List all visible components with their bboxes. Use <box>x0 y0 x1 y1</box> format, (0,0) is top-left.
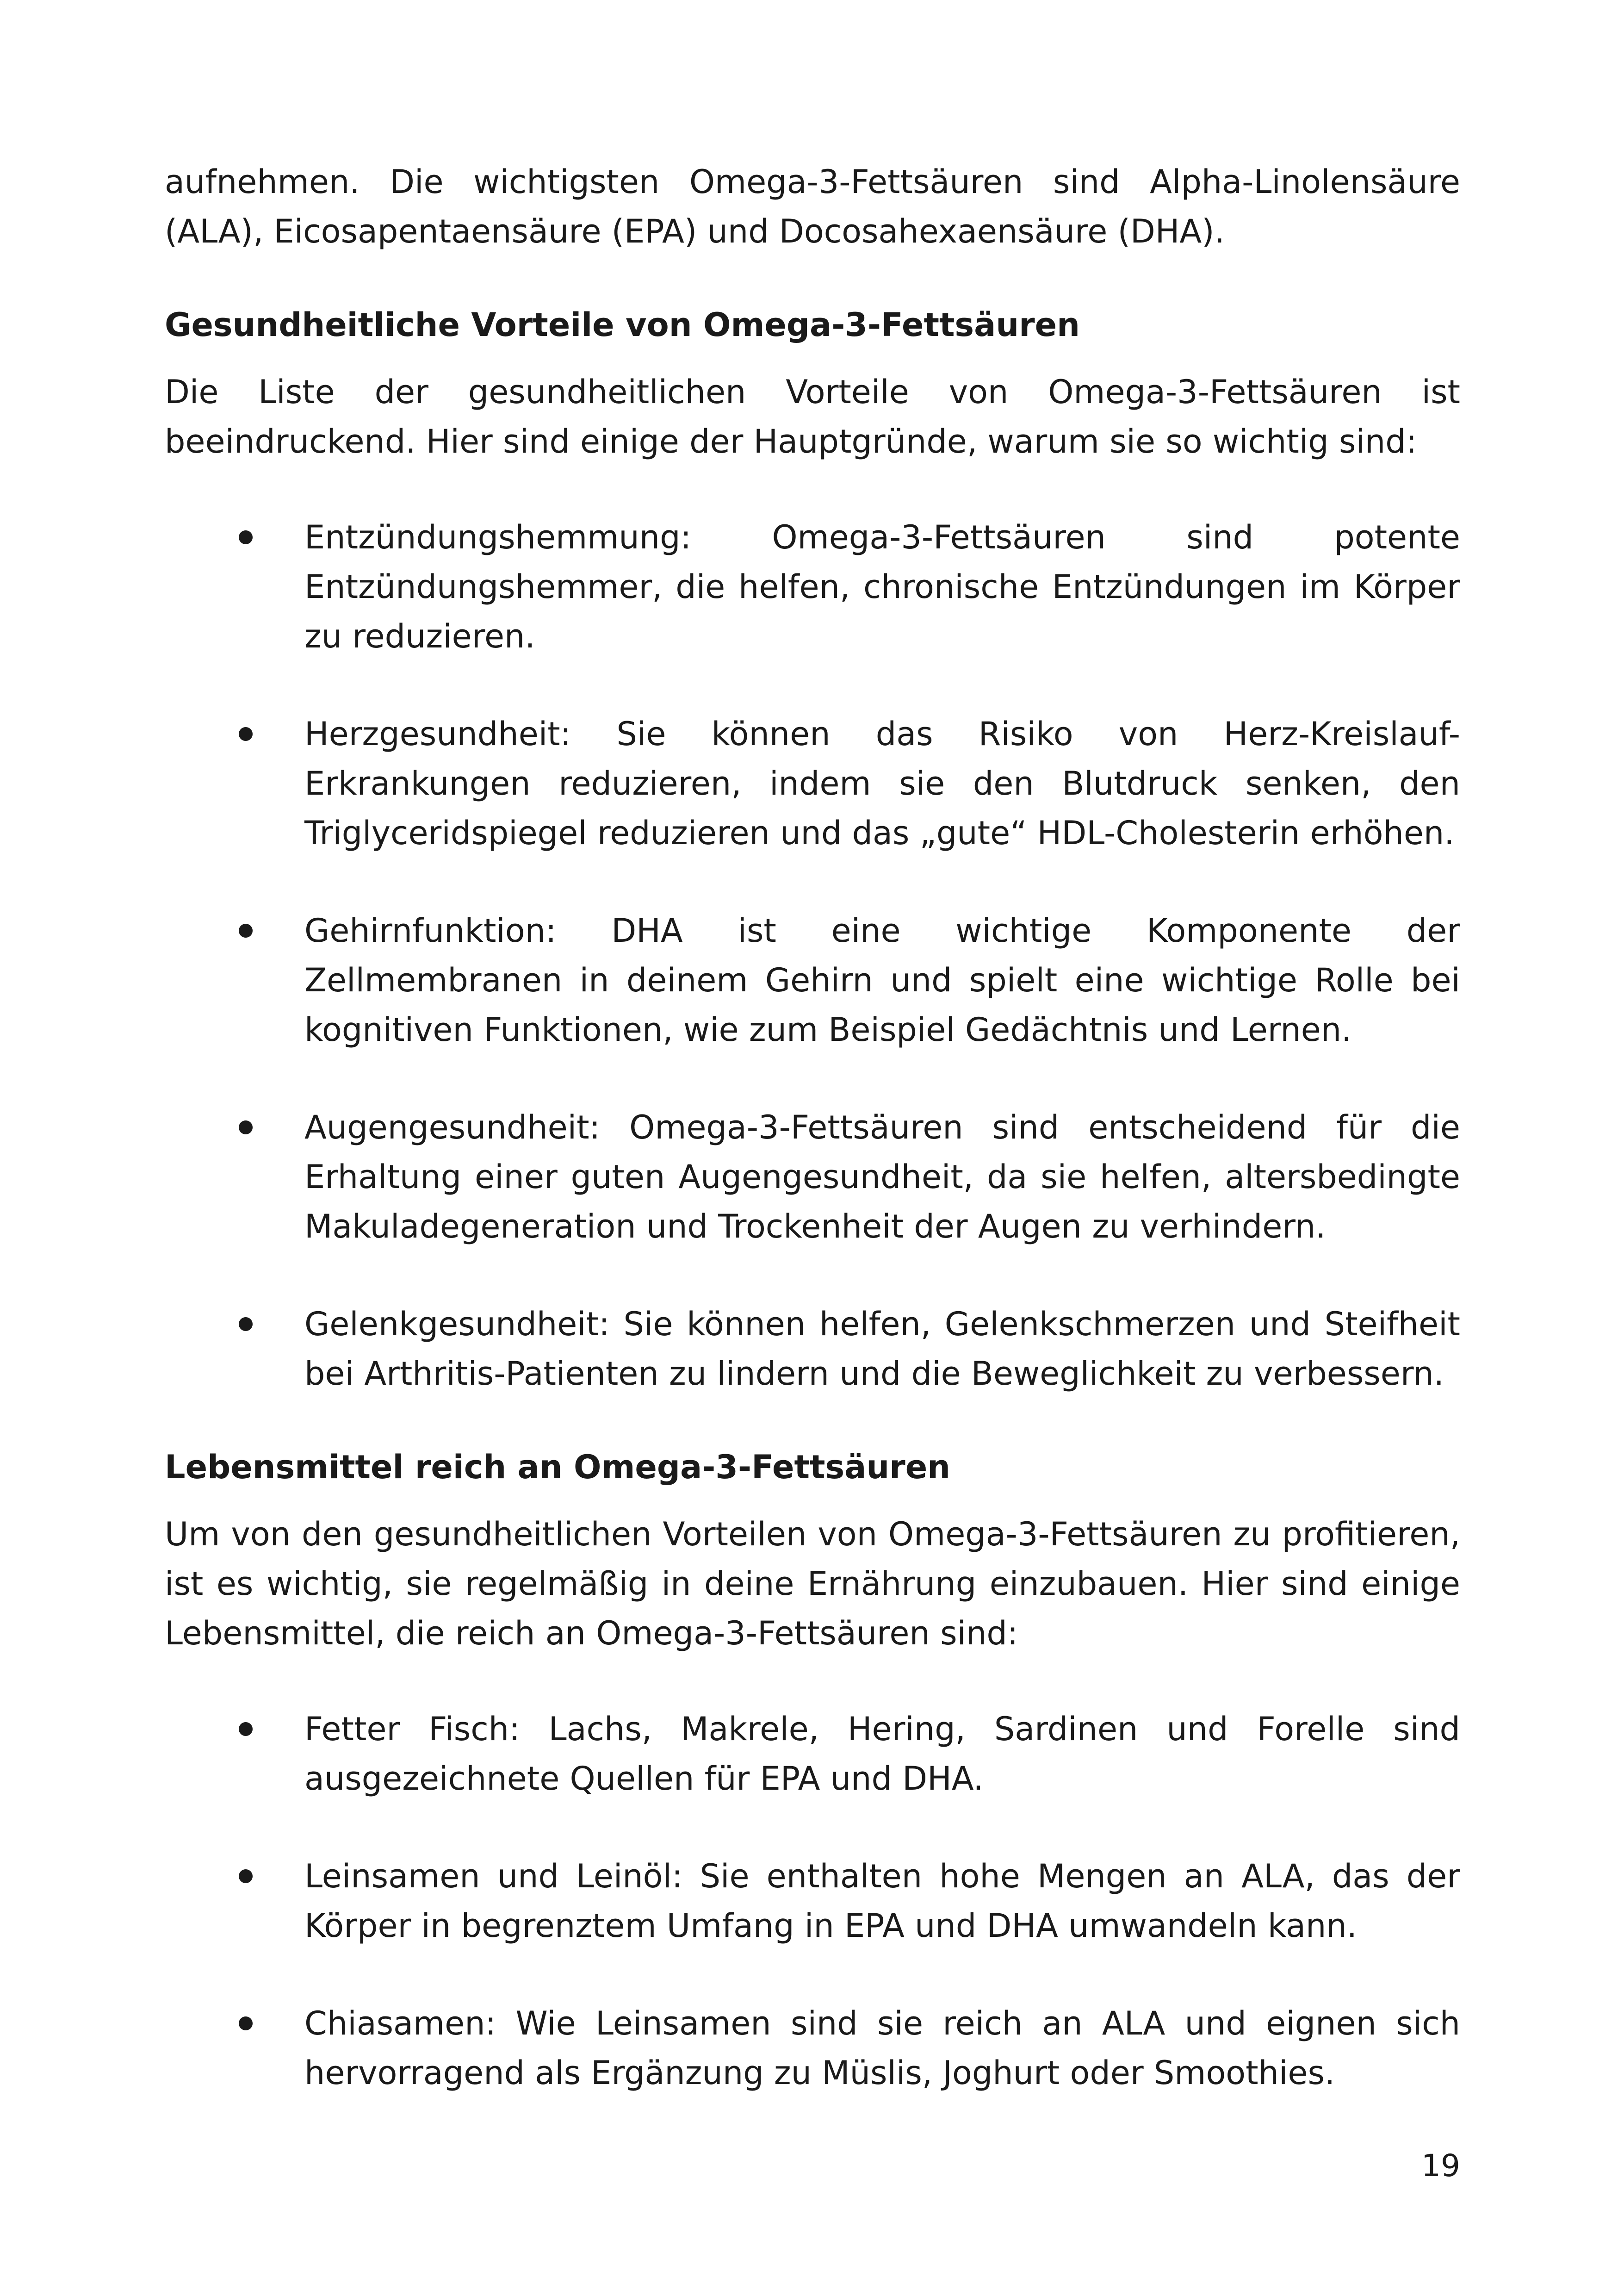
heading-benefits: Gesundheitliche Vorteile von Omega-3-Fettsäuren <box>165 306 1080 344</box>
bullet-icon <box>239 1869 253 1883</box>
list-item-text: Fetter Fisch: Lachs, Makrele, Hering, Sardinen und Forelle sind ausgezeichnete Quellen für EPA und DHA. <box>304 1710 1460 1798</box>
list-item <box>165 513 1460 661</box>
benefits-list <box>165 513 1460 1399</box>
heading-foods: Lebensmittel reich an Omega-3-Fettsäuren <box>165 1448 951 1486</box>
list-item <box>165 709 1460 858</box>
list-item-text: Gelenkgesundheit: Sie können helfen, Gelenkschmerzen und Steifheit bei Arthritis-Patienten zu lindern und die Beweglichkeit zu verbessern. <box>304 1305 1460 1393</box>
list-item-text: Leinsamen und Leinöl: Sie enthalten hohe Mengen an ALA, das der Körper in begrenztem Umfang in EPA und DHA umwandeln kann. <box>304 1857 1460 1945</box>
list-item-text: Gehirnfunktion: DHA ist eine wichtige Komponente der Zellmembranen in deinem Gehirn und spielt eine wichtige Rolle bei kognitiven Funktionen, wie zum Beispiel Gedächtnis und Lernen. <box>304 912 1460 1049</box>
benefits-intro-paragraph: Die Liste der gesundheitlichen Vorteile von Omega-3-Fettsäuren ist beeindruckend. Hier sind einige der Hauptgründe, warum sie so wichtig sind: <box>165 373 1460 460</box>
list-item <box>165 1300 1460 1399</box>
page-content <box>165 157 1460 2098</box>
list-item <box>165 1852 1460 1951</box>
bullet-icon <box>239 1722 253 1736</box>
bullet-icon <box>239 530 253 544</box>
list-item <box>165 906 1460 1055</box>
list-item <box>165 1999 1460 2098</box>
bullet-icon <box>239 924 253 938</box>
list-item-text: Chiasamen: Wie Leinsamen sind sie reich an ALA und eignen sich hervorragend als Ergänzung zu Müslis, Joghurt oder Smoothies. <box>304 2004 1460 2092</box>
list-item <box>165 1103 1460 1251</box>
bullet-icon <box>239 1317 253 1331</box>
page-number: 19 <box>1421 2148 1460 2184</box>
bullet-icon <box>239 727 253 741</box>
bullet-icon <box>239 2016 253 2030</box>
bullet-icon <box>239 1120 253 1134</box>
foods-intro-paragraph: Um von den gesundheitlichen Vorteilen von Omega-3-Fettsäuren zu profitieren, ist es wichtig, sie regelmäßig in deine Ernährung einzubauen. Hier sind einige Lebensmittel, die reich an Omega-3-Fettsäuren sind: <box>165 1515 1460 1652</box>
list-item-text: Entzündungshemmung: Omega-3-Fettsäuren sind potente Entzündungshemmer, die helfen, chronische Entzündungen im Körper zu reduzieren. <box>304 518 1460 655</box>
list-item-text: Herzgesundheit: Sie können das Risiko von Herz-Kreislauf-Erkrankungen reduzieren, indem sie den Blutdruck senken, den Triglyceridspiegel reduzieren und das „gute“ HDL-Cholesterin erhöhen. <box>304 715 1460 852</box>
intro-paragraph: aufnehmen. Die wichtigsten Omega-3-Fettsäuren sind Alpha-Linolensäure (ALA), Eicosapentaensäure (EPA) und Docosahexaensäure (DHA). <box>165 163 1460 250</box>
foods-list <box>165 1705 1460 2098</box>
list-item <box>165 1705 1460 1804</box>
list-item-text: Augengesundheit: Omega-3-Fettsäuren sind entscheidend für die Erhaltung einer guten Augengesundheit, da sie helfen, altersbedingte Makuladegeneration und Trockenheit der Augen zu verhindern. <box>304 1108 1460 1245</box>
